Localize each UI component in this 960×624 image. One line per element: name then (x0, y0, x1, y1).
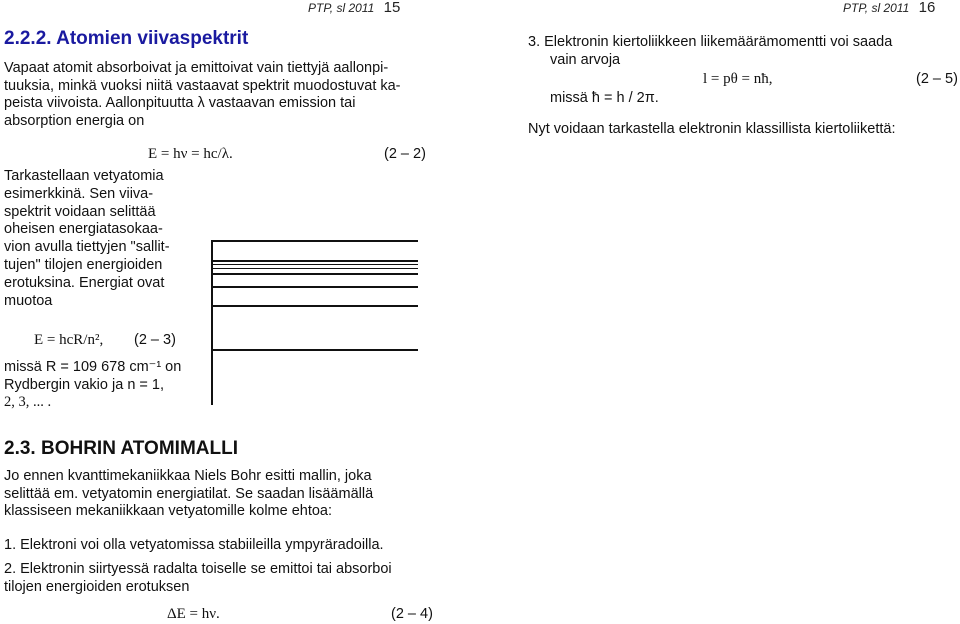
equation-2-5: l = pθ = nħ, (703, 71, 773, 87)
equation-number: (2 – 4) (391, 606, 433, 622)
para-line: selittää em. vetyatomin energiatilat. Se saadan lisäämällä (4, 485, 374, 502)
header-label: PTP, sl 2011 (843, 1, 910, 15)
para-line: vion avulla tiettyjen "sallit- (4, 239, 170, 256)
para-line: Rydbergin vakio ja n = 1, (4, 376, 164, 393)
para-line: oheisen energiatasokaa- (4, 221, 163, 238)
energy-level (211, 240, 418, 242)
equation-2-4: ΔE = hν. (167, 606, 220, 622)
intro-line: peista viivoista. Aallonpituutta λ vastaavan emission tai (4, 95, 356, 111)
equation-2-3: E = hcR/n², (34, 332, 104, 348)
energy-level (211, 273, 418, 275)
para-line: missä R = 109 678 cm⁻¹ on (4, 359, 182, 375)
para-line: 2, 3, ... . (4, 394, 52, 410)
energy-level (211, 349, 418, 351)
equation-number: (2 – 3) (134, 332, 176, 348)
bohr-paragraph (4, 468, 444, 521)
intro-line: Vapaat atomit absorboivat ja emittoivat vain tiettyjä aallonpi- (4, 60, 389, 76)
intro-paragraph (4, 60, 424, 130)
equation-number: (2 – 5) (916, 71, 958, 87)
para-line: 3. Elektronin kiertoliikkeen liikemäärämomentti voi saada (528, 34, 893, 50)
para-line: Tarkastellaan vetyatomia (4, 168, 164, 184)
para-line: tilojen energioiden erotuksen (4, 578, 190, 595)
section-title: 2.3. BOHRIN ATOMIMALLI (4, 438, 238, 459)
page-header-right (843, 0, 935, 16)
page-header-left (308, 0, 400, 16)
para-line: 2. Elektronin siirtyessä radalta toiselle se emittoi tai absorboi (4, 561, 392, 577)
intro-line: tuuksia, minkä vuoksi niitä vastaavat spektrit muodostuvat ka- (4, 77, 401, 94)
energy-level (211, 264, 418, 265)
para-line: spektrit voidaan selittää (4, 203, 156, 220)
para-line: klassiseen mekaniikkaan vetyatomille kolme ehtoa: (4, 503, 333, 519)
energy-level (211, 260, 418, 262)
energy-level (211, 286, 418, 288)
page-number: 15 (383, 0, 401, 16)
rydberg-paragraph (4, 359, 204, 412)
bohr-rule-2 (4, 561, 444, 596)
para-line: esimerkkinä. Sen viiva- (4, 185, 154, 202)
hydrogen-paragraph (4, 168, 204, 310)
equation-where: missä ħ = h / 2π. (550, 90, 659, 106)
para-line: tujen" tilojen energioiden (4, 256, 163, 273)
section-title: 2.2.2. Atomien viivaspektrit (4, 28, 249, 49)
energy-level (211, 305, 418, 307)
classical-motion-line: Nyt voidaan tarkastella elektronin klassillista kiertoliikettä: (528, 121, 896, 137)
para-line: erotuksina. Energiat ovat (4, 274, 165, 291)
para-line: Jo ennen kvanttimekaniikkaa Niels Bohr esitti mallin, joka (4, 468, 372, 484)
bohr-rule-3 (528, 34, 948, 69)
page-number: 16 (918, 0, 936, 16)
header-label: PTP, sl 2011 (308, 1, 375, 15)
bohr-rule-1: 1. Elektroni voi olla vetyatomissa stabiileilla ympyräradoilla. (4, 537, 384, 553)
equation-2-2: E = hν = hc/λ. (148, 146, 233, 162)
energy-level (211, 268, 418, 269)
intro-line: absorption energia on (4, 112, 145, 129)
para-line: muotoa (4, 292, 53, 309)
equation-number: (2 – 2) (384, 146, 426, 162)
para-line: vain arvoja (550, 51, 621, 68)
